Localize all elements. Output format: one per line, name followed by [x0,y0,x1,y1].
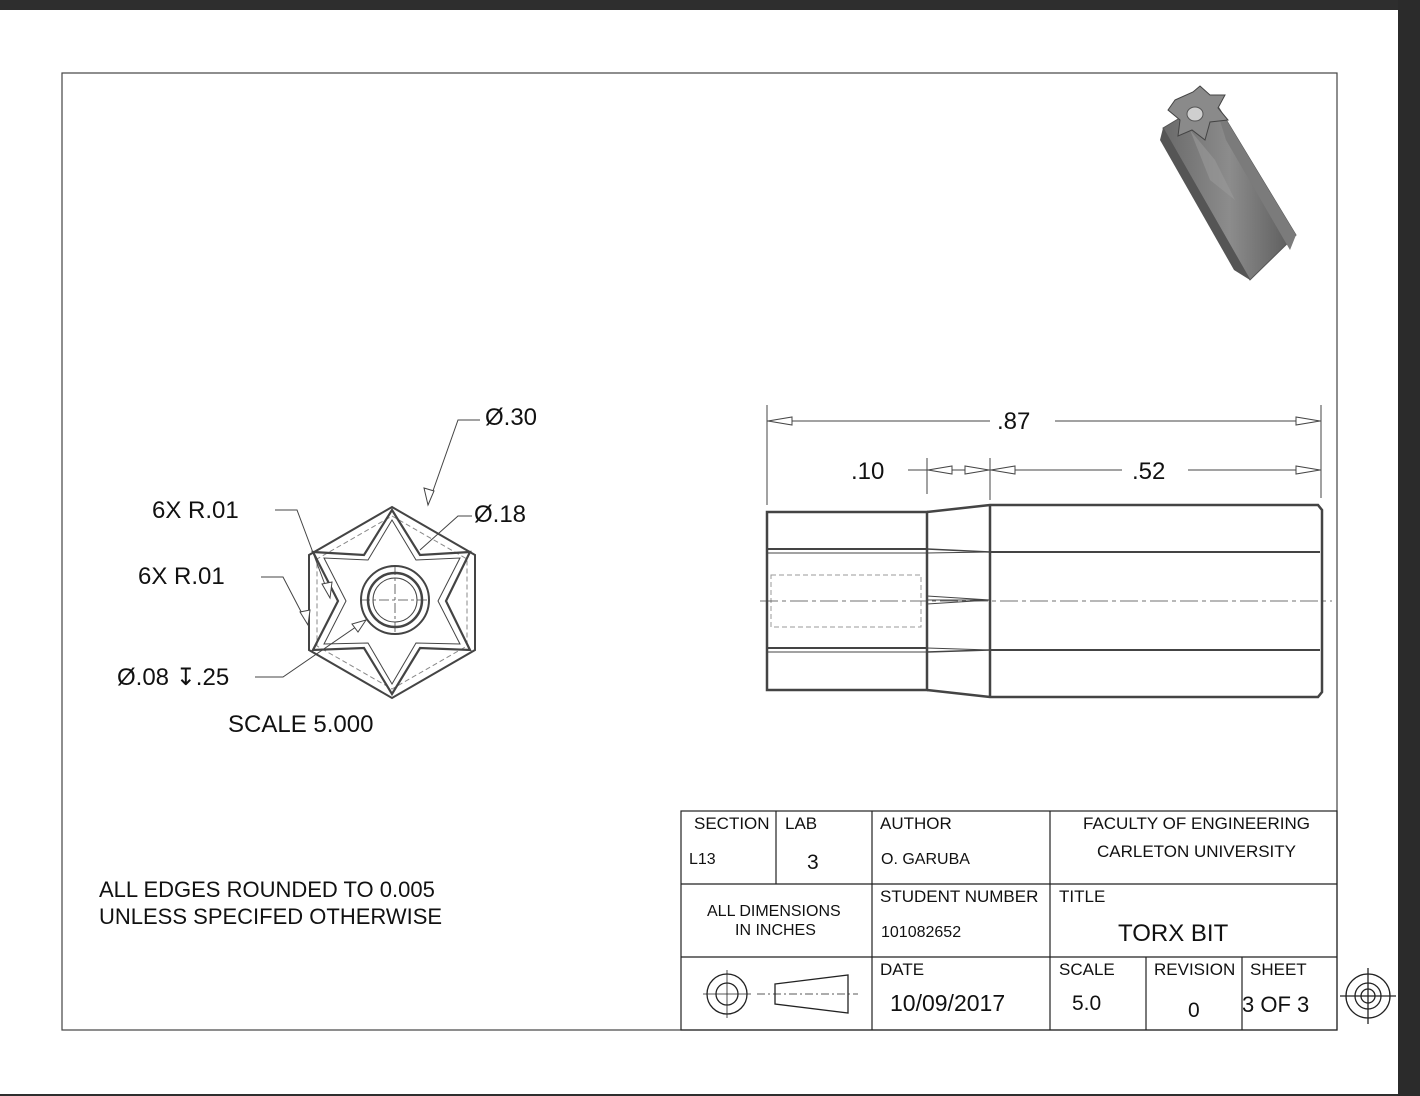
dim-overall-length: .87 [997,408,1031,435]
dim-body-length: .52 [1132,458,1166,485]
dim-radius-2: 6X R.01 [138,563,225,590]
registration-mark [1340,968,1396,1024]
dim-dia-mid: Ø.18 [474,501,527,528]
side-view-dimensions [767,405,1321,505]
tb-scale-value: 5.0 [1072,992,1102,1015]
tb-faculty-line-1: FACULTY OF ENGINEERING [1083,814,1311,833]
dim-tip-length: .10 [851,458,885,485]
tb-author-value: O. GARUBA [881,851,970,868]
tb-units-line-1: ALL DIMENSIONS [707,903,841,920]
front-view-scale-label: SCALE 5.000 [228,711,374,738]
tb-scale-label: SCALE [1059,960,1115,979]
tb-student-value: 101082652 [881,924,962,941]
tb-sheet-value: 3 OF 3 [1242,992,1310,1017]
dim-radius-1: 6X R.01 [152,497,239,524]
isometric-bit-view [1160,86,1296,280]
hex-outline [309,507,475,698]
tb-date-value: 10/09/2017 [890,990,1006,1016]
tb-date-label: DATE [880,960,925,979]
tb-revision-value: 0 [1188,999,1200,1022]
front-view [309,507,475,698]
viewer-side-bar [1398,0,1420,1096]
dim-hole: Ø.08 ↧.25 [117,664,230,691]
tb-sheet-label: SHEET [1250,960,1307,979]
tb-title-label: TITLE [1059,887,1106,906]
general-note-line-1: ALL EDGES ROUNDED TO 0.005 [99,877,435,902]
tb-title-value: TORX BIT [1118,920,1229,947]
tb-units-line-2: IN INCHES [735,922,816,939]
general-note-line-2: UNLESS SPECIFED OTHERWISE [99,904,443,929]
tb-section-label: SECTION [694,814,770,833]
tb-lab-value: 3 [807,851,819,874]
tb-faculty-line-2: CARLETON UNIVERSITY [1097,842,1297,861]
dim-dia-outer: Ø.30 [485,404,538,431]
tb-revision-label: REVISION [1154,960,1236,979]
projection-symbol [703,970,858,1018]
tb-author-label: AUTHOR [880,814,952,833]
side-view [760,505,1332,697]
tb-student-label: STUDENT NUMBER [880,887,1039,906]
tb-lab-label: LAB [785,814,818,833]
tb-section-value: L13 [689,851,716,868]
